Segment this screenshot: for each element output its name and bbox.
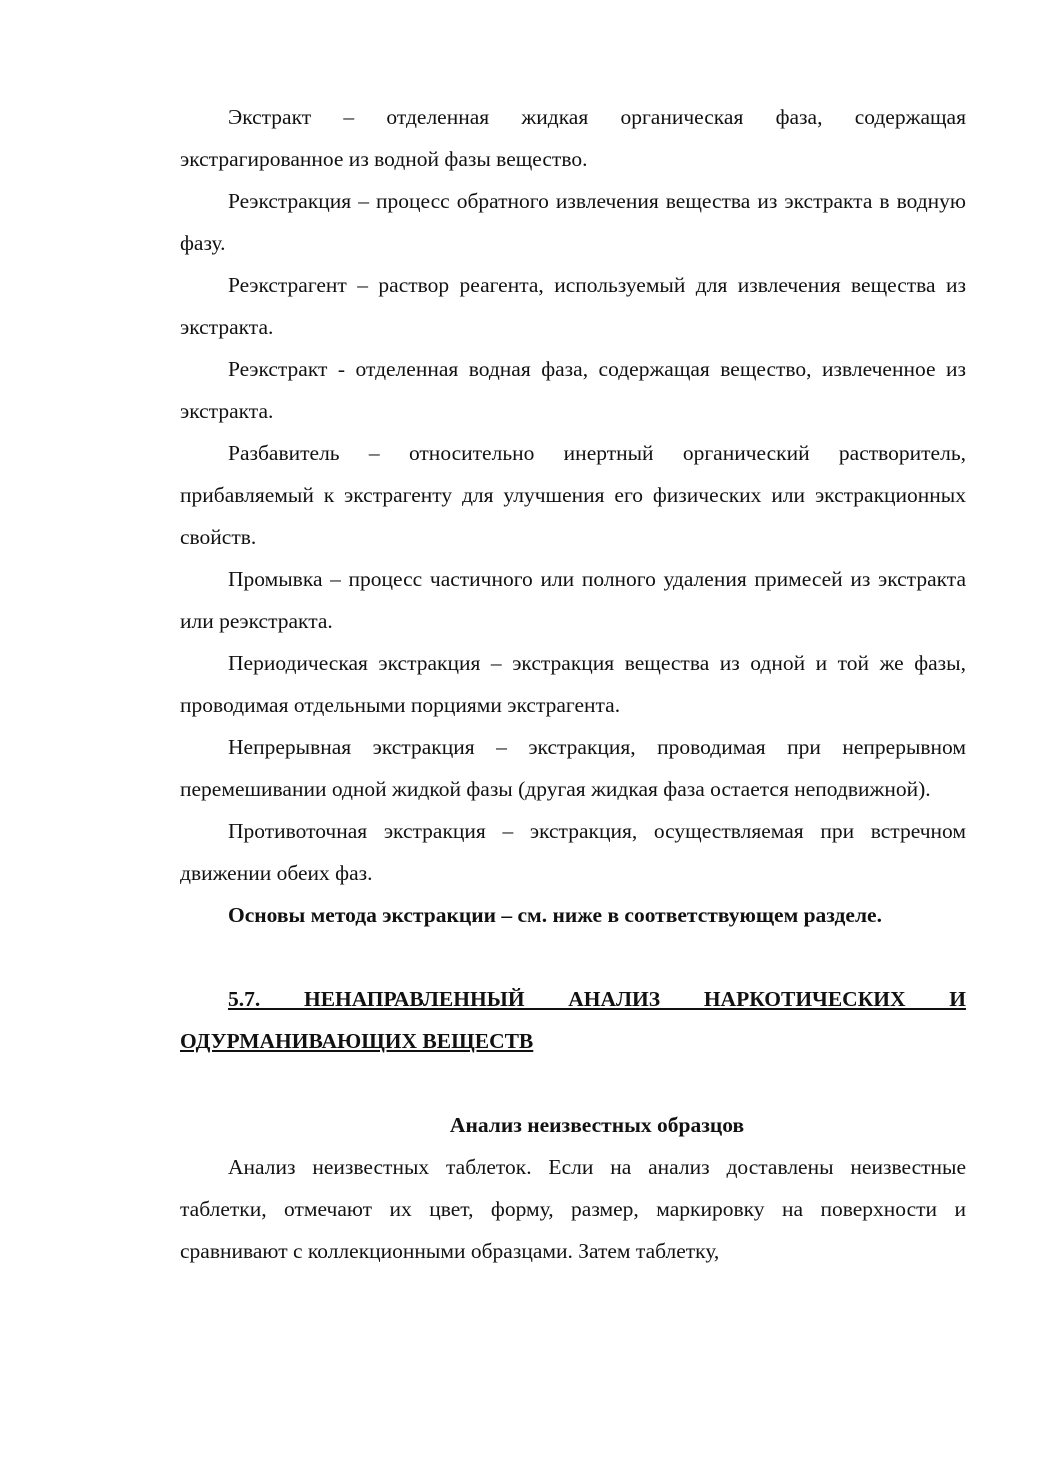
paragraph-continuous-extraction: Непрерывная экстракция – экстракция, проводимая при непрерывном перемешивании одной жидкой фазы (другая жидкая фаза остается неподвижной). bbox=[180, 735, 966, 801]
document-page bbox=[180, 96, 966, 1272]
paragraph-unknown-tablets: Анализ неизвестных таблеток. Если на анализ доставлены неизвестные таблетки, отмечают их цвет, форму, размер, маркировку на поверхности и сравнивают с коллекционными образцами. Затем таблетку, bbox=[180, 1155, 966, 1263]
section-heading: 5.7. НЕНАПРАВЛЕННЫЙ АНАЛИЗ НАРКОТИЧЕСКИХ И ОДУРМАНИВАЮЩИХ ВЕЩЕСТВ bbox=[180, 987, 966, 1053]
paragraph-periodic-extraction: Периодическая экстракция – экстракция вещества из одной и той же фазы, проводимая отдельными порциями экстрагента. bbox=[180, 651, 966, 717]
paragraph-countercurrent-extraction: Противоточная экстракция – экстракция, осуществляемая при встречном движении обеих фаз. bbox=[180, 819, 966, 885]
paragraph-reextraction: Реэкстракция – процесс обратного извлечения вещества из экстракта в водную фазу. bbox=[180, 189, 966, 255]
paragraph-extract: Экстракт – отделенная жидкая органическая фаза, содержащая экстрагированное из водной фазы вещество. bbox=[180, 105, 966, 171]
subheading: Анализ неизвестных образцов bbox=[449, 1113, 745, 1137]
paragraph-reextragent: Реэкстрагент – раствор реагента, используемый для извлечения вещества из экстракта. bbox=[180, 273, 966, 339]
paragraph-diluent: Разбавитель – относительно инертный органический растворитель, прибавляемый к экстрагенту для улучшения его физических или экстракционных свойств. bbox=[180, 441, 966, 549]
bold-note: Основы метода экстракции – см. ниже в соответствующем разделе. bbox=[228, 903, 882, 927]
paragraph-reextract: Реэкстракт - отделенная водная фаза, содержащая вещество, извлеченное из экстракта. bbox=[180, 357, 966, 423]
paragraph-washing: Промывка – процесс частичного или полного удаления примесей из экстракта или реэкстракта. bbox=[180, 567, 966, 633]
